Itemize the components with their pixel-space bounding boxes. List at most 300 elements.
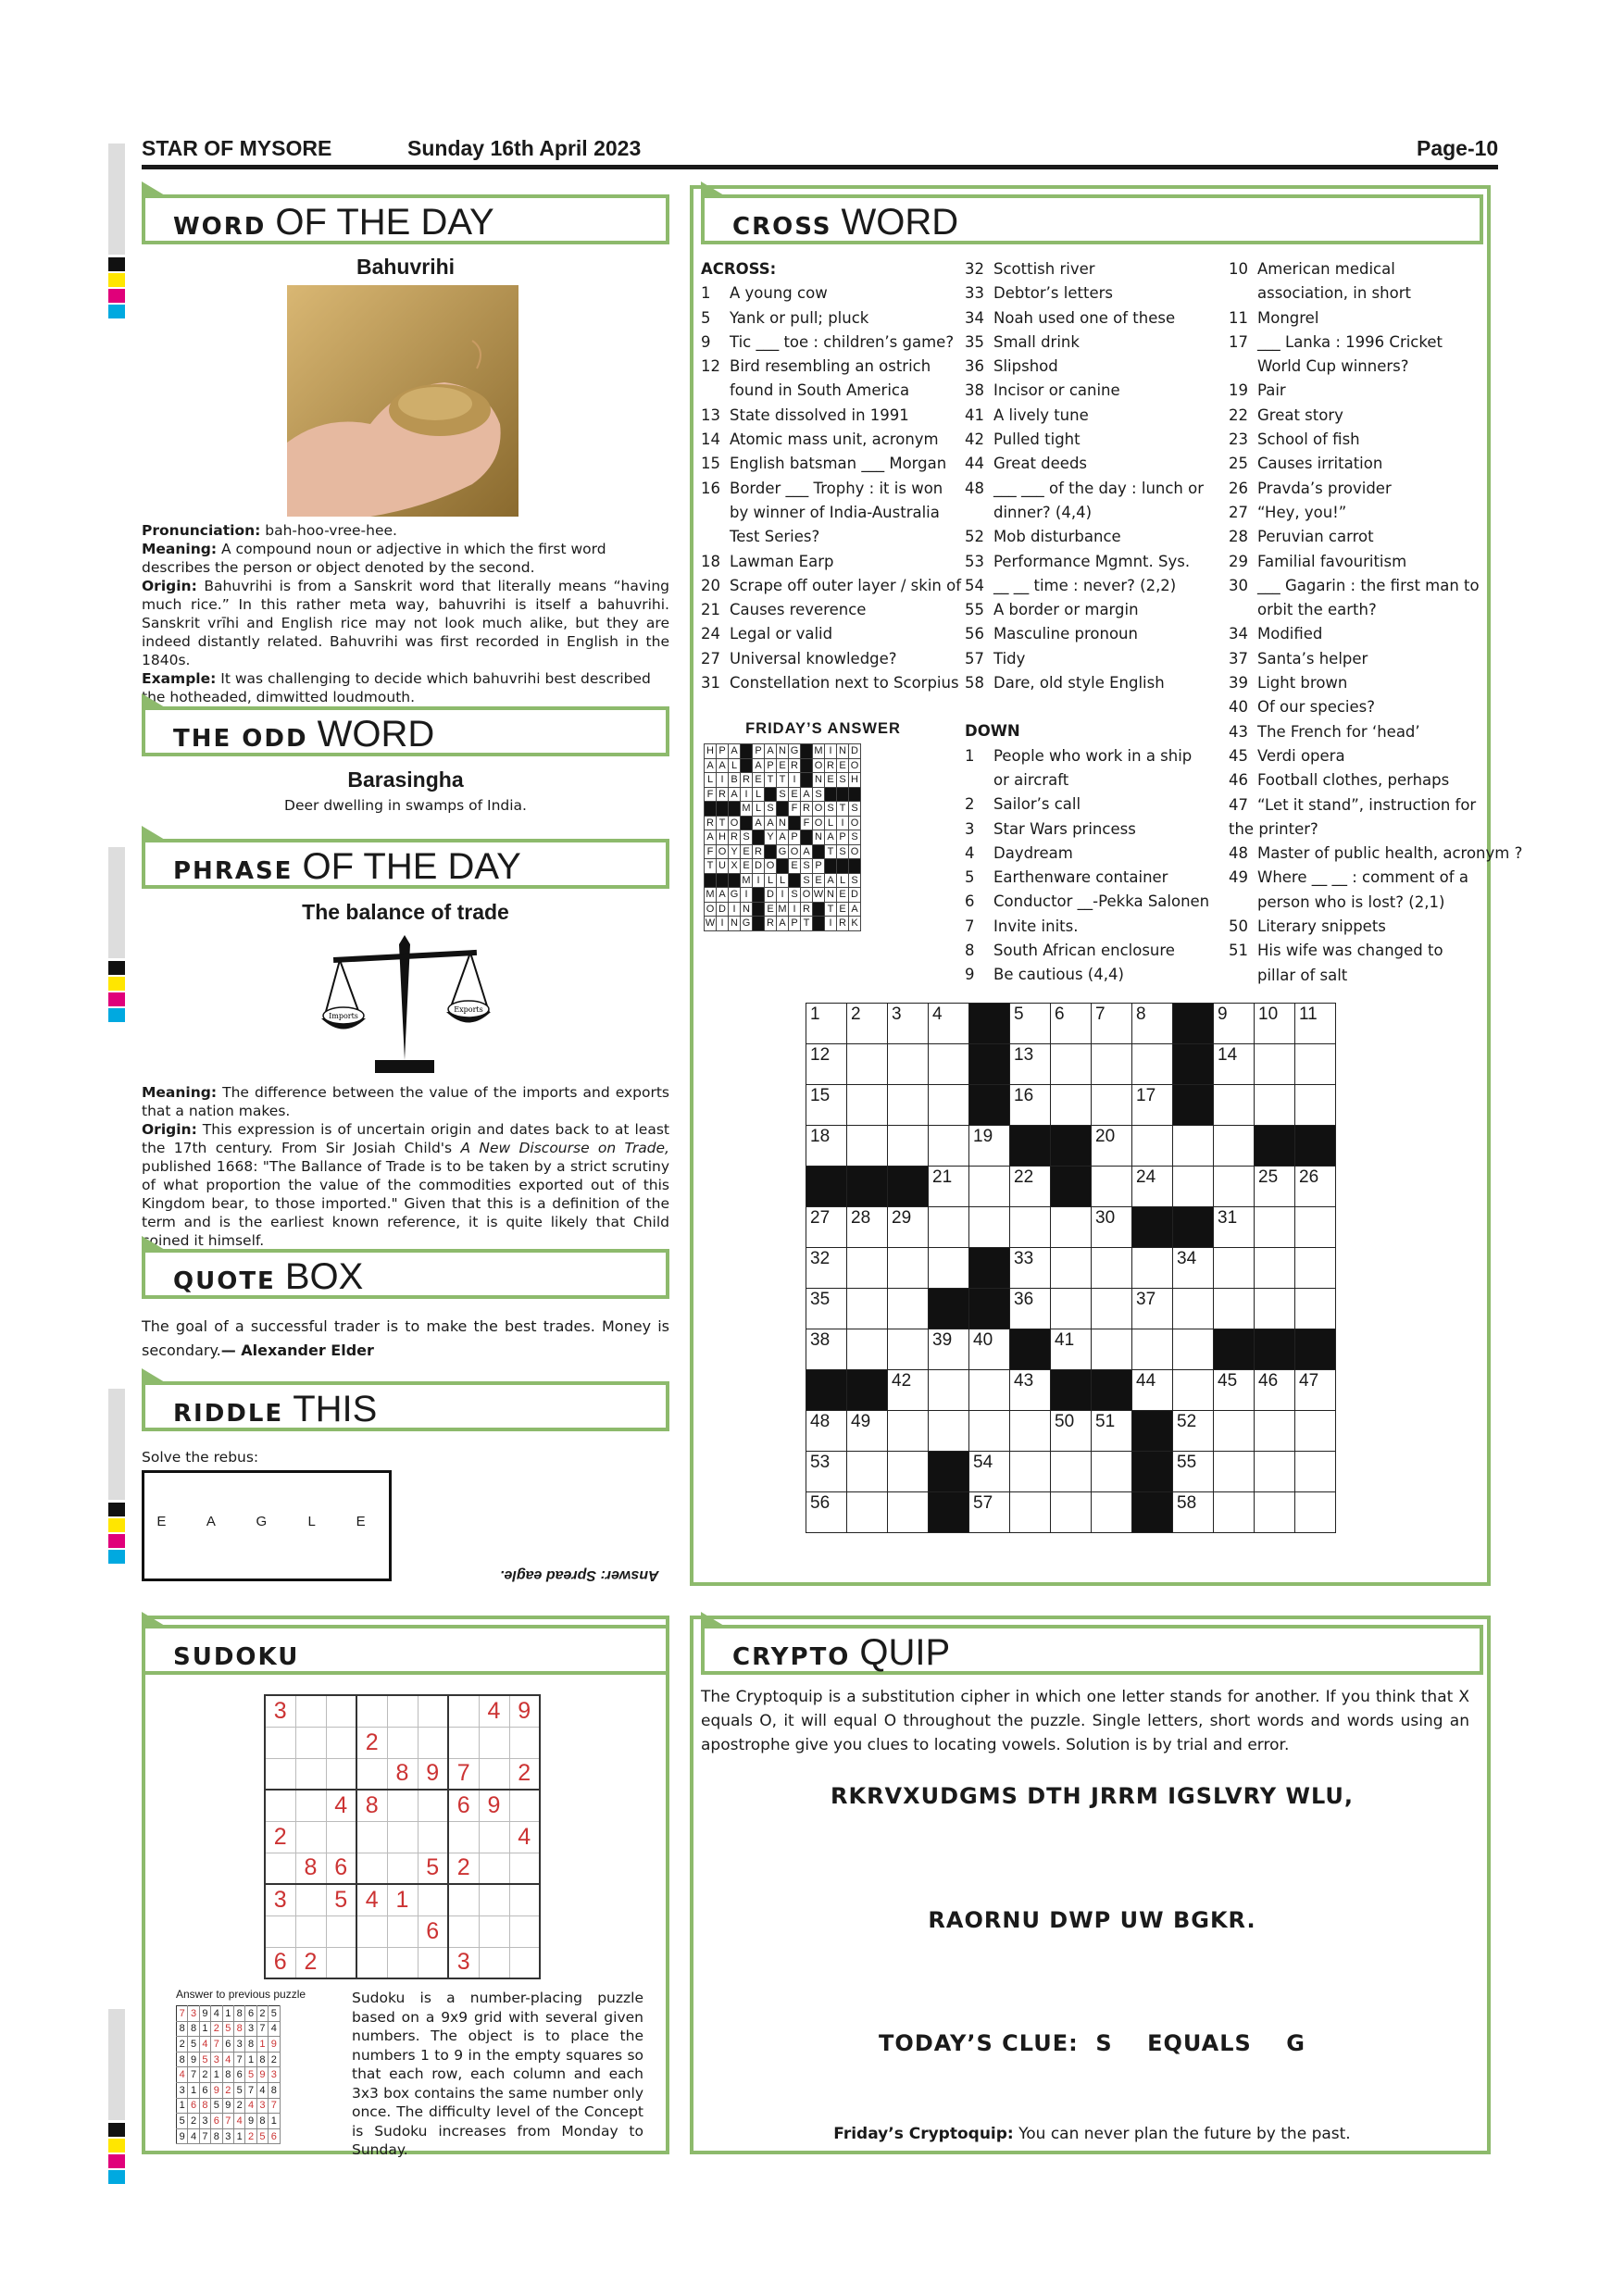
crossword-cell[interactable]: [929, 1044, 969, 1085]
sudoku-cell[interactable]: [479, 1947, 509, 1978]
sudoku-cell[interactable]: [265, 1727, 295, 1758]
crossword-cell[interactable]: [1295, 1248, 1336, 1289]
sudoku-cell[interactable]: [356, 1758, 387, 1790]
sudoku-cell[interactable]: 9: [509, 1695, 540, 1727]
crossword-cell[interactable]: [929, 1492, 969, 1533]
sudoku-cell[interactable]: [295, 1695, 326, 1727]
crossword-cell[interactable]: [1051, 1370, 1092, 1411]
sudoku-cell[interactable]: 6: [448, 1790, 479, 1821]
crossword-cell[interactable]: [969, 1004, 1010, 1044]
sudoku-cell[interactable]: [387, 1853, 418, 1884]
answer-cell: W: [705, 917, 716, 930]
crossword-cell[interactable]: 51: [1092, 1411, 1132, 1452]
answer-cell: E: [813, 873, 825, 888]
sudoku-cell[interactable]: [295, 1884, 326, 1915]
crossword-cell[interactable]: 46: [1255, 1370, 1295, 1411]
sudoku-cell[interactable]: [356, 1853, 387, 1884]
crossword-cell[interactable]: [1132, 1248, 1173, 1289]
crossword-cell[interactable]: 17: [1132, 1085, 1173, 1126]
sudoku-cell[interactable]: [509, 1915, 540, 1947]
sudoku-cell[interactable]: 5: [326, 1884, 356, 1915]
answer-cell: M: [742, 803, 751, 815]
sudoku-cell[interactable]: 6: [265, 1947, 295, 1978]
crossword-cell[interactable]: [1173, 1370, 1214, 1411]
crossword-cell[interactable]: [969, 1370, 1010, 1411]
crossword-cell[interactable]: 36: [1010, 1289, 1051, 1329]
crossword-cell[interactable]: [888, 1411, 929, 1452]
crossword-cell[interactable]: [1295, 1452, 1336, 1492]
riddle-answer: Answer: Spread eagle.: [500, 1567, 659, 1583]
sudoku-cell[interactable]: [387, 1821, 418, 1853]
sudoku-cell[interactable]: 3: [448, 1947, 479, 1978]
sudoku-cell[interactable]: [418, 1727, 448, 1758]
crossword-cell[interactable]: 1: [806, 1004, 847, 1044]
sudoku-cell[interactable]: [479, 1915, 509, 1947]
crossword-cell[interactable]: [929, 1248, 969, 1289]
answer-cell: X: [729, 859, 741, 874]
crossword-cell[interactable]: [888, 1085, 929, 1126]
sudoku-cell[interactable]: [356, 1695, 387, 1727]
answer-cell: S: [837, 844, 849, 859]
crossword-cell[interactable]: [1010, 1452, 1051, 1492]
sudoku-cell[interactable]: [356, 1947, 387, 1978]
crossword-cell[interactable]: 54: [969, 1452, 1010, 1492]
sudoku-cell[interactable]: [265, 1915, 295, 1947]
sudoku-cell[interactable]: 6: [418, 1915, 448, 1947]
previous-cell: 2: [199, 2067, 210, 2083]
crossword-cell[interactable]: 37: [1132, 1289, 1173, 1329]
crossword-cell[interactable]: 50: [1051, 1411, 1092, 1452]
sudoku-cell[interactable]: [479, 1821, 509, 1853]
crossword-cell[interactable]: [1295, 1126, 1336, 1167]
crossword-cell[interactable]: 9: [1214, 1004, 1255, 1044]
previous-cell: 7: [245, 2082, 256, 2098]
crossword-cell[interactable]: [1132, 1452, 1173, 1492]
crossword-cell[interactable]: [847, 1370, 888, 1411]
sudoku-cell[interactable]: [356, 1915, 387, 1947]
sudoku-cell[interactable]: 1: [387, 1884, 418, 1915]
crossword-cell[interactable]: [1173, 1207, 1214, 1248]
crossword-cell[interactable]: 6: [1051, 1004, 1092, 1044]
answer-cell: N: [741, 902, 753, 917]
crossword-cell[interactable]: [1295, 1411, 1336, 1452]
sudoku-cell[interactable]: [479, 1853, 509, 1884]
crossword-cell[interactable]: [1295, 1085, 1336, 1126]
phrase-body: Meaning: The difference between the value of the imports and exports that a nation makes. Origin: This expression is of uncertain origin and dates back to at least the 17th century. From Sir Josiah Child's A New Discourse on Trade, published 1668: "The Ballance of Trade is to be taken by a strict scrutiny of what proportion the value of the commodities exported out of this Kingdom bear, to those imported." Given that this is a definition of the term and is the earliest known reference, it is quite likely that Child coined it himself.: [142, 1084, 669, 1249]
sudoku-cell[interactable]: [387, 1947, 418, 1978]
crossword-cell[interactable]: [1295, 1329, 1336, 1370]
sudoku-cell[interactable]: [326, 1758, 356, 1790]
crossword-cell[interactable]: 45: [1214, 1370, 1255, 1411]
crossword-cell[interactable]: [929, 1452, 969, 1492]
sudoku-cell[interactable]: [479, 1727, 509, 1758]
crossword-cell[interactable]: [1010, 1492, 1051, 1533]
crossword-cell[interactable]: [1132, 1411, 1173, 1452]
sudoku-cell[interactable]: [418, 1821, 448, 1853]
answer-cell: R: [801, 902, 813, 917]
sudoku-cell[interactable]: [418, 1695, 448, 1727]
sudoku-cell[interactable]: 8: [387, 1758, 418, 1790]
sudoku-cell[interactable]: 5: [418, 1853, 448, 1884]
crossword-cell[interactable]: [1214, 1289, 1255, 1329]
crossword-cell[interactable]: 15: [806, 1085, 847, 1126]
crossword-cell[interactable]: [1132, 1044, 1173, 1085]
crossword-cell[interactable]: [1132, 1207, 1173, 1248]
crossword-cell[interactable]: [929, 1126, 969, 1167]
sudoku-cell[interactable]: [295, 1915, 326, 1947]
crossword-cell[interactable]: [888, 1329, 929, 1370]
crossword-cell[interactable]: [1255, 1126, 1295, 1167]
crossword-cell[interactable]: 58: [1173, 1492, 1214, 1533]
clue: 19 Pair: [1229, 381, 1286, 400]
sudoku-cell[interactable]: [295, 1727, 326, 1758]
crossword-cell[interactable]: [929, 1289, 969, 1329]
crossword-cell[interactable]: [969, 1167, 1010, 1207]
answer-cell: A: [717, 888, 729, 903]
crossword-cell[interactable]: 10: [1255, 1004, 1295, 1044]
crossword-cell[interactable]: [1092, 1289, 1132, 1329]
sudoku-cell[interactable]: 8: [295, 1853, 326, 1884]
sudoku-cell[interactable]: [509, 1947, 540, 1978]
crossword-cell[interactable]: [888, 1248, 929, 1289]
crossword-cell[interactable]: [847, 1289, 888, 1329]
across-clues-2: [965, 257, 1209, 988]
crossword-cell[interactable]: 27: [806, 1207, 847, 1248]
crossword-cell[interactable]: [888, 1167, 929, 1207]
crossword-cell[interactable]: [1051, 1207, 1092, 1248]
crossword-cell[interactable]: [1255, 1044, 1295, 1085]
crossword-cell[interactable]: [1051, 1085, 1092, 1126]
crossword-cell[interactable]: 32: [806, 1248, 847, 1289]
sudoku-cell[interactable]: [448, 1695, 479, 1727]
phrase-title: PHRASE OF THE DAY: [142, 839, 669, 889]
crossword-cell[interactable]: 28: [847, 1207, 888, 1248]
answer-cell: [837, 787, 849, 802]
crossword-cell[interactable]: 40: [969, 1329, 1010, 1370]
sudoku-cell[interactable]: 3: [265, 1884, 295, 1915]
crossword-cell[interactable]: 52: [1173, 1411, 1214, 1452]
crossword-cell[interactable]: [1255, 1492, 1295, 1533]
sudoku-cell[interactable]: [387, 1695, 418, 1727]
crossword-cell[interactable]: 30: [1092, 1207, 1132, 1248]
crossword-cell[interactable]: [969, 1207, 1010, 1248]
crossword-cell[interactable]: [1092, 1085, 1132, 1126]
sudoku-cell[interactable]: [418, 1790, 448, 1821]
black-swatch: [108, 2123, 125, 2137]
crossword-cell[interactable]: 7: [1092, 1004, 1132, 1044]
previous-cell: 5: [188, 2037, 199, 2053]
sudoku-cell[interactable]: [509, 1853, 540, 1884]
answer-cell: R: [765, 917, 777, 931]
crossword-cell[interactable]: [1214, 1167, 1255, 1207]
crossword-cell[interactable]: [1132, 1329, 1173, 1370]
crossword-cell[interactable]: [1295, 1289, 1336, 1329]
crossword-cell[interactable]: [1051, 1044, 1092, 1085]
crossword-cell[interactable]: [969, 1411, 1010, 1452]
sudoku-cell[interactable]: 2: [509, 1758, 540, 1790]
crossword-cell[interactable]: 19: [969, 1126, 1010, 1167]
crossword-cell[interactable]: 31: [1214, 1207, 1255, 1248]
sudoku-cell[interactable]: [326, 1821, 356, 1853]
crossword-cell[interactable]: 53: [806, 1452, 847, 1492]
crossword-cell[interactable]: [1295, 1492, 1336, 1533]
sudoku-cell[interactable]: [387, 1790, 418, 1821]
crossword-cell[interactable]: [929, 1370, 969, 1411]
previous-cell: 6: [269, 2128, 280, 2144]
crossword-cell[interactable]: [1214, 1248, 1255, 1289]
sudoku-cell[interactable]: [326, 1915, 356, 1947]
sudoku-cell[interactable]: 7: [448, 1758, 479, 1790]
answer-cell: A: [729, 787, 741, 802]
answer-cell: [729, 873, 741, 888]
sudoku-cell[interactable]: 2: [448, 1853, 479, 1884]
sudoku-cell[interactable]: 4: [509, 1821, 540, 1853]
crossword-cell[interactable]: [1051, 1126, 1092, 1167]
sudoku-cell[interactable]: [326, 1727, 356, 1758]
previous-cell: 2: [269, 2052, 280, 2067]
crossword-cell[interactable]: [1214, 1452, 1255, 1492]
crossword-cell[interactable]: 35: [806, 1289, 847, 1329]
crossword-cell[interactable]: [1255, 1452, 1295, 1492]
sudoku-cell[interactable]: [448, 1727, 479, 1758]
crossword-cell[interactable]: [1092, 1452, 1132, 1492]
crossword-cell[interactable]: 2: [847, 1004, 888, 1044]
sudoku-cell[interactable]: [265, 1790, 295, 1821]
crossword-cell[interactable]: [1214, 1126, 1255, 1167]
answer-cell: F: [789, 802, 801, 817]
crossword-cell[interactable]: 34: [1173, 1248, 1214, 1289]
page-number: Page-10: [1417, 136, 1499, 160]
sudoku-cell[interactable]: [387, 1727, 418, 1758]
crossword-cell[interactable]: [1214, 1085, 1255, 1126]
crossword-cell[interactable]: 13: [1010, 1044, 1051, 1085]
answer-cell: L: [705, 773, 717, 788]
crossword-cell[interactable]: 5: [1010, 1004, 1051, 1044]
clue: 38 Incisor or canine: [965, 381, 1120, 400]
crossword-cell[interactable]: 39: [929, 1329, 969, 1370]
sudoku-cell[interactable]: [509, 1790, 540, 1821]
crossword-cell[interactable]: [888, 1452, 929, 1492]
crossword-cell[interactable]: [1173, 1329, 1214, 1370]
answer-cell: L: [825, 816, 837, 830]
sudoku-cell[interactable]: [479, 1884, 509, 1915]
crossword-cell[interactable]: 43: [1010, 1370, 1051, 1411]
sudoku-cell[interactable]: 6: [326, 1853, 356, 1884]
crossword-cell[interactable]: [1214, 1492, 1255, 1533]
answer-cell: P: [753, 744, 765, 759]
crossword-cell[interactable]: [1173, 1167, 1214, 1207]
crossword-cell[interactable]: [1092, 1370, 1132, 1411]
crossword-cell[interactable]: [888, 1126, 929, 1167]
clue: 39 Light brown: [1229, 674, 1348, 693]
sudoku-cell[interactable]: [509, 1727, 540, 1758]
sudoku-cell[interactable]: 4: [479, 1695, 509, 1727]
crossword-cell[interactable]: [1010, 1411, 1051, 1452]
crossword-cell[interactable]: [929, 1085, 969, 1126]
crossword-cell[interactable]: [1255, 1085, 1295, 1126]
previous-cell: 5: [245, 2067, 256, 2083]
crossword-cell[interactable]: [1010, 1207, 1051, 1248]
riddle-title: RIDDLE THIS: [142, 1381, 669, 1431]
crossword-cell[interactable]: [969, 1085, 1010, 1126]
answer-cell: A: [825, 873, 837, 888]
sudoku-cell[interactable]: 3: [265, 1695, 295, 1727]
crossword-cell[interactable]: 3: [888, 1004, 929, 1044]
crossword-cell[interactable]: [847, 1329, 888, 1370]
crossword-cell[interactable]: [847, 1126, 888, 1167]
crossword-cell[interactable]: 33: [1010, 1248, 1051, 1289]
crossword-cell[interactable]: [1173, 1004, 1214, 1044]
crossword-cell[interactable]: [1295, 1207, 1336, 1248]
crossword-cell[interactable]: [1010, 1329, 1051, 1370]
crossword-cell[interactable]: 38: [806, 1329, 847, 1370]
crossword-cell[interactable]: 26: [1295, 1167, 1336, 1207]
sudoku-cell[interactable]: [387, 1915, 418, 1947]
sudoku-cell[interactable]: [295, 1758, 326, 1790]
sudoku-cell[interactable]: [326, 1695, 356, 1727]
crossword-cell[interactable]: [969, 1289, 1010, 1329]
crossword-cell[interactable]: [1132, 1492, 1173, 1533]
yellow-swatch: [108, 273, 125, 287]
sudoku-cell[interactable]: [295, 1821, 326, 1853]
crossword-cell[interactable]: [1092, 1492, 1132, 1533]
crossword-cell[interactable]: 16: [1010, 1085, 1051, 1126]
sudoku-cell[interactable]: [265, 1758, 295, 1790]
crossword-cell[interactable]: [1092, 1248, 1132, 1289]
previous-cell: 6: [211, 2114, 222, 2129]
crossword-cell[interactable]: [1051, 1452, 1092, 1492]
sudoku-cell[interactable]: 4: [326, 1790, 356, 1821]
crossword-cell[interactable]: [929, 1207, 969, 1248]
sudoku-cell[interactable]: [448, 1884, 479, 1915]
answer-cell: A: [801, 844, 813, 859]
crossword-cell[interactable]: 41: [1051, 1329, 1092, 1370]
crossword-cell[interactable]: [969, 1044, 1010, 1085]
crossword-cell[interactable]: [806, 1167, 847, 1207]
crossword-cell[interactable]: [1173, 1044, 1214, 1085]
crossword-cell[interactable]: [1173, 1289, 1214, 1329]
crossword-cell[interactable]: [1255, 1248, 1295, 1289]
sudoku-cell[interactable]: 2: [265, 1821, 295, 1853]
crossword-cell[interactable]: [888, 1044, 929, 1085]
crossword-cell[interactable]: [1255, 1207, 1295, 1248]
crossword-cell[interactable]: 22: [1010, 1167, 1051, 1207]
crossword-cell[interactable]: [1173, 1085, 1214, 1126]
crossword-cell[interactable]: [1214, 1329, 1255, 1370]
sudoku-cell[interactable]: [448, 1915, 479, 1947]
sudoku-cell[interactable]: 2: [356, 1727, 387, 1758]
answer-cell: N: [729, 917, 741, 931]
crossword-cell[interactable]: 11: [1295, 1004, 1336, 1044]
crossword-cell[interactable]: 25: [1255, 1167, 1295, 1207]
crossword-cell[interactable]: 14: [1214, 1044, 1255, 1085]
phrase-text: The balance of trade: [302, 900, 509, 924]
crossword-cell[interactable]: 57: [969, 1492, 1010, 1533]
crossword-cell[interactable]: [1295, 1044, 1336, 1085]
answer-cell: T: [801, 917, 813, 931]
sudoku-cell[interactable]: 2: [295, 1947, 326, 1978]
crossword-cell[interactable]: 18: [806, 1126, 847, 1167]
sudoku-cell[interactable]: 8: [356, 1790, 387, 1821]
crossword-cell[interactable]: [1255, 1289, 1295, 1329]
sudoku-cell[interactable]: 9: [479, 1790, 509, 1821]
crossword-cell[interactable]: [1010, 1126, 1051, 1167]
crossword-cell[interactable]: [888, 1289, 929, 1329]
crossword-cell[interactable]: 56: [806, 1492, 847, 1533]
sudoku-cell[interactable]: [448, 1821, 479, 1853]
sudoku-cell[interactable]: [295, 1790, 326, 1821]
cryptoquip-description: The Cryptoquip is a substitution cipher in which one letter stands for another. If you think that X equals O, it will equal O throughout the puzzle. Single letters, short words and words using an apostrophe give you clues to locating vowels. Solution is by trial and error.: [701, 1688, 1469, 1754]
previous-cell: 8: [188, 2021, 199, 2037]
sudoku-cell[interactable]: [356, 1821, 387, 1853]
answer-cell: [801, 744, 813, 759]
crossword-cell[interactable]: 4: [929, 1004, 969, 1044]
crossword-cell[interactable]: 47: [1295, 1370, 1336, 1411]
crossword-cell[interactable]: 20: [1092, 1126, 1132, 1167]
sudoku-cell[interactable]: [479, 1758, 509, 1790]
crossword-cell[interactable]: [1051, 1492, 1092, 1533]
crossword-cell[interactable]: [847, 1452, 888, 1492]
answer-cell: S: [789, 888, 801, 903]
sudoku-cell[interactable]: 9: [418, 1758, 448, 1790]
crossword-cell[interactable]: 55: [1173, 1452, 1214, 1492]
answer-cell: [765, 844, 777, 859]
crossword-cell[interactable]: 12: [806, 1044, 847, 1085]
answer-cell: A: [705, 830, 717, 845]
crossword-cell[interactable]: [1092, 1329, 1132, 1370]
crossword-cell[interactable]: [1132, 1126, 1173, 1167]
crossword-cell[interactable]: [847, 1248, 888, 1289]
crossword-cell[interactable]: [1255, 1411, 1295, 1452]
crossword-cell[interactable]: 44: [1132, 1370, 1173, 1411]
previous-cell: 5: [199, 2052, 210, 2067]
crossword-cell[interactable]: [1051, 1289, 1092, 1329]
crossword-cell[interactable]: 24: [1132, 1167, 1173, 1207]
crossword-cell[interactable]: [1214, 1411, 1255, 1452]
crossword-cell[interactable]: 8: [1132, 1004, 1173, 1044]
crossword-cell[interactable]: [929, 1411, 969, 1452]
crossword-cell[interactable]: [847, 1492, 888, 1533]
crossword-cell[interactable]: [888, 1492, 929, 1533]
sudoku-cell[interactable]: [326, 1947, 356, 1978]
crossword-cell[interactable]: [847, 1167, 888, 1207]
crossword-cell[interactable]: [1092, 1044, 1132, 1085]
sudoku-cell[interactable]: [265, 1853, 295, 1884]
crossword-cell[interactable]: [1051, 1248, 1092, 1289]
crossword-cell[interactable]: [1255, 1329, 1295, 1370]
crossword-cell[interactable]: [1173, 1126, 1214, 1167]
sudoku-cell[interactable]: 4: [356, 1884, 387, 1915]
previous-cell: 5: [177, 2114, 188, 2129]
crossword-cell[interactable]: 48: [806, 1411, 847, 1452]
crossword-cell[interactable]: [806, 1370, 847, 1411]
sudoku-cell[interactable]: [418, 1947, 448, 1978]
previous-cell: 1: [199, 2021, 210, 2037]
sudoku-cell[interactable]: [418, 1884, 448, 1915]
crossword-cell[interactable]: [1051, 1167, 1092, 1207]
sudoku-cell[interactable]: [509, 1884, 540, 1915]
crossword-cell[interactable]: [969, 1248, 1010, 1289]
cyan-swatch: [108, 1008, 125, 1022]
crossword-cell[interactable]: [1092, 1167, 1132, 1207]
crossword-cell[interactable]: [847, 1044, 888, 1085]
previous-cell: 6: [245, 2006, 256, 2022]
crossword-cell[interactable]: 49: [847, 1411, 888, 1452]
crossword-cell[interactable]: 21: [929, 1167, 969, 1207]
crossword-cell[interactable]: [847, 1085, 888, 1126]
crossword-cell[interactable]: 42: [888, 1370, 929, 1411]
crossword-cell[interactable]: 29: [888, 1207, 929, 1248]
